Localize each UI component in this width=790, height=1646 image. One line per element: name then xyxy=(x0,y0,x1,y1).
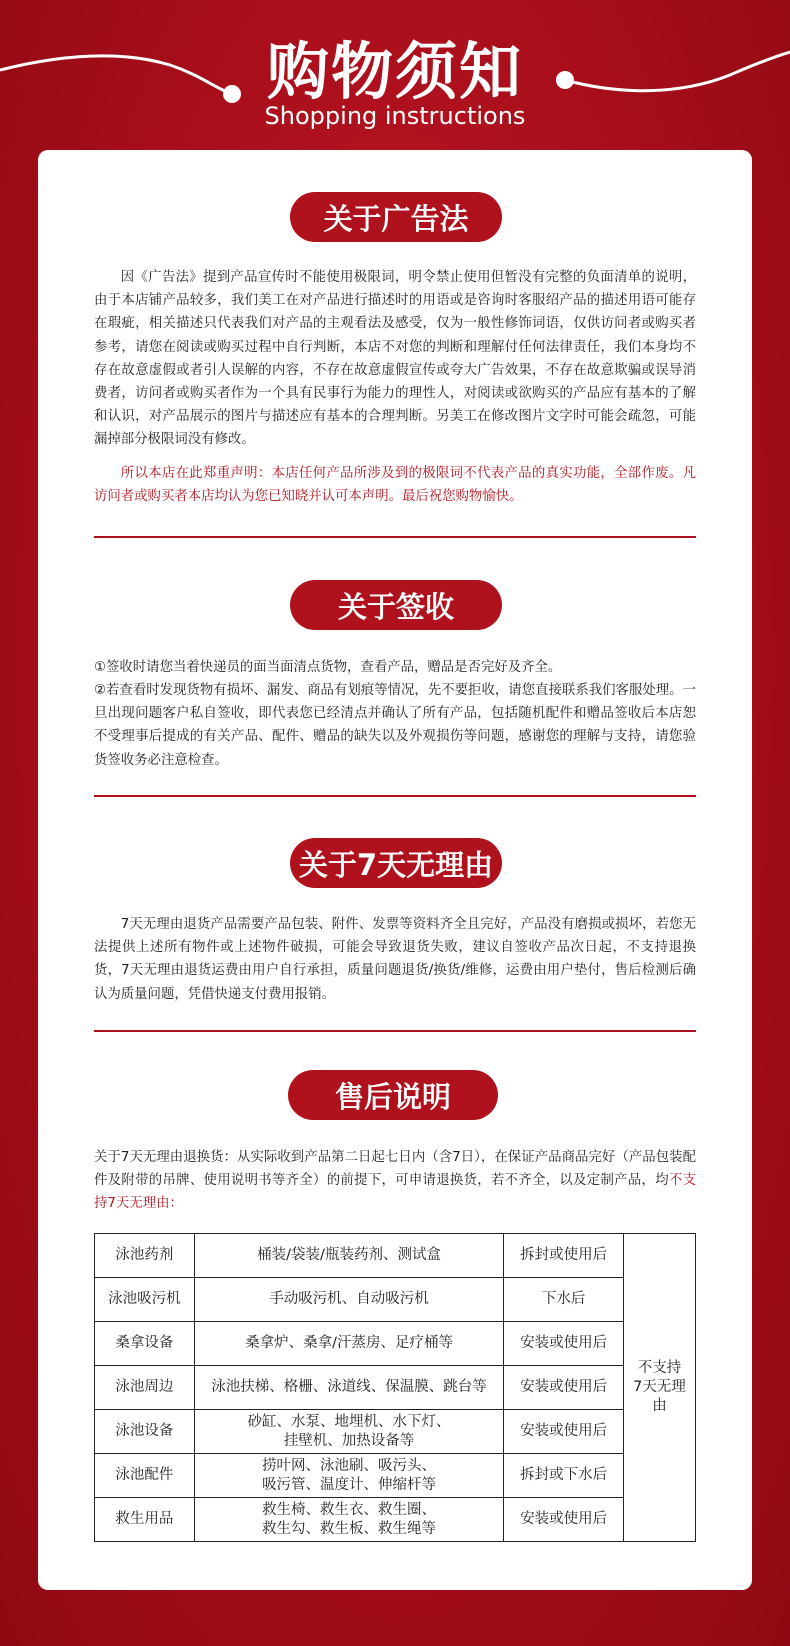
note-line-2: 7天无理由 xyxy=(633,1379,686,1414)
table-cell-category: 泳池配件 xyxy=(95,1454,195,1498)
items-line-2: 挂壁机、加热设备等 xyxy=(283,1432,415,1449)
table-cell-condition: 下水后 xyxy=(504,1278,624,1322)
table-cell-category: 泳池周边 xyxy=(95,1366,195,1410)
table-cell-items xyxy=(194,1366,503,1410)
section-heading-receipt: 关于签收 xyxy=(290,580,502,630)
table-row xyxy=(95,1278,696,1322)
table-cell-category: 泳池设备 xyxy=(95,1410,195,1454)
table-cell-condition: 安装或使用后 xyxy=(504,1366,624,1410)
items-line: 砂缸、水泵、地埋机、水下灯、 xyxy=(247,1413,451,1430)
note-line-1: 不支持 xyxy=(637,1360,682,1376)
table-cell-items xyxy=(194,1278,503,1322)
table-cell-category: 泳池药剂 xyxy=(95,1234,195,1278)
aftersale-table xyxy=(94,1233,696,1542)
aftersale-intro xyxy=(94,1146,696,1216)
table-row xyxy=(95,1322,696,1366)
table-cell-note xyxy=(624,1234,696,1542)
ad-law-statement: 所以本店在此郑重声明：本店任何产品所涉及到的极限词不代表产品的真实功能，全部作废。凡访问者或购买者本店均认为您已知晓并认可本声明。最后祝您购物愉快。 xyxy=(94,466,696,505)
table-cell-items xyxy=(194,1498,503,1542)
table-cell-items xyxy=(194,1234,503,1278)
table-cell-condition: 拆封或下水后 xyxy=(504,1454,624,1498)
aftersale-intro-red: 不支持7天无理由： xyxy=(94,1173,697,1212)
table-cell-category: 泳池吸污机 xyxy=(95,1278,195,1322)
section-heading-7day: 关于7天无理由 xyxy=(290,838,502,888)
ad-law-body: 因《广告法》提到产品宣传时不能使用极限词，明令禁止使用但暂没有完整的负面清单的说明，由于本店铺产品较多，我们美工在对产品进行描述时的用语或是咨询时客服绍产品的描述用语可能存在瑕疵，相关描述只代表我们对产品的主观看法及感受，仅为一般性修饰词语，仅供访问者或购买者参考，请您在阅读或购买过程中自行判断，本店不对您的判断和理解付任何法律责任，我们本身均不存在故意虚假或者引人误解的内容，不存在故意虚假宣传或夸大广告效果，不存在故意欺骗或误导消费者，访问者或购买者作为一个具有民事行为能力的理性人，对阅读或欲购买的产品应有基本的了解和认识，对产品展示的图片与描述应有基本的合理判断。另美工在修改图片文字时可能会疏忽，可能漏掉部分极限词没有修改。 xyxy=(94,270,696,448)
items-line: 救生椅、救生衣、救生圈、 xyxy=(262,1501,437,1518)
table-row xyxy=(95,1410,696,1454)
table-cell-items xyxy=(194,1454,503,1498)
aftersale-intro-text: 关于7天无理由退换货：从实际收到产品第二日起七日内（含7日），在保证产品商品完好（产品包装配件及附带的吊牌、使用说明书等齐全）的前提下，可申请退换货，若不齐全，以及定制产品，均 xyxy=(94,1150,696,1189)
items-line: 桑拿炉、桑拿/汗蒸房、足疗桶等 xyxy=(245,1335,453,1351)
table-cell-items xyxy=(194,1322,503,1366)
table-cell-condition: 安装或使用后 xyxy=(504,1410,624,1454)
items-line: 捞叶网、泳池刷、吸污头、 xyxy=(262,1457,437,1474)
section-heading-ad-law: 关于广告法 xyxy=(290,192,502,242)
items-line-2: 吸污管、温度计、伸缩杆等 xyxy=(262,1476,437,1493)
7day-body: 7天无理由退货产品需要产品包装、附件、发票等资料齐全且完好，产品没有磨损或损坏，若您无法提供上述所有物件或上述物件破损，可能会导致退货失败，建议自签收产品次日起，不支持退换货，7天无理由退货运费由用户自行承担，质量问题退货/换货/维修，运费由用户垫付，售后检测后确认为质量问题，凭借快递支付费用报销。 xyxy=(94,917,696,1002)
section-divider xyxy=(94,1030,696,1032)
receipt-item-2: ②若查看时发现货物有损坏、漏发、商品有划痕等情况，先不要拒收，请您直接联系我们客服处理。一旦出现问题客户私自签收，即代表您已经清点并确认了所有产品，包括随机配件和赠品签收后本店恕不受理事后提成的有关产品、配件、赠品的缺失以及外观损伤等问题，感谢您的理解与支持，请您验货签收务必注意检查。 xyxy=(94,683,696,768)
table-row xyxy=(95,1498,696,1542)
table-row xyxy=(95,1366,696,1410)
section-divider xyxy=(94,536,696,538)
receipt-item-1: ①签收时请您当着快递员的面当面清点货物，查看产品，赠品是否完好及齐全。 xyxy=(94,660,562,675)
section-heading-aftersale: 售后说明 xyxy=(288,1070,498,1120)
table-cell-category: 救生用品 xyxy=(95,1498,195,1542)
table-row xyxy=(95,1234,696,1278)
table-row xyxy=(95,1454,696,1498)
table-cell-condition: 安装或使用后 xyxy=(504,1498,624,1542)
items-line-2: 救生勾、救生板、救生绳等 xyxy=(262,1520,437,1537)
items-line: 泳池扶梯、格栅、泳道线、保温膜、跳台等 xyxy=(211,1379,487,1395)
items-line: 手动吸污机、自动吸污机 xyxy=(269,1291,429,1307)
section-divider xyxy=(94,795,696,797)
page-subtitle: Shopping instructions xyxy=(264,102,526,130)
table-cell-condition: 安装或使用后 xyxy=(504,1322,624,1366)
table-cell-condition: 拆封或使用后 xyxy=(504,1234,624,1278)
items-line: 桶装/袋装/瓶装药剂、测试盒 xyxy=(257,1247,441,1263)
table-cell-category: 桑拿设备 xyxy=(95,1322,195,1366)
table-cell-items xyxy=(194,1410,503,1454)
page-title: 购物须知 xyxy=(266,35,523,108)
